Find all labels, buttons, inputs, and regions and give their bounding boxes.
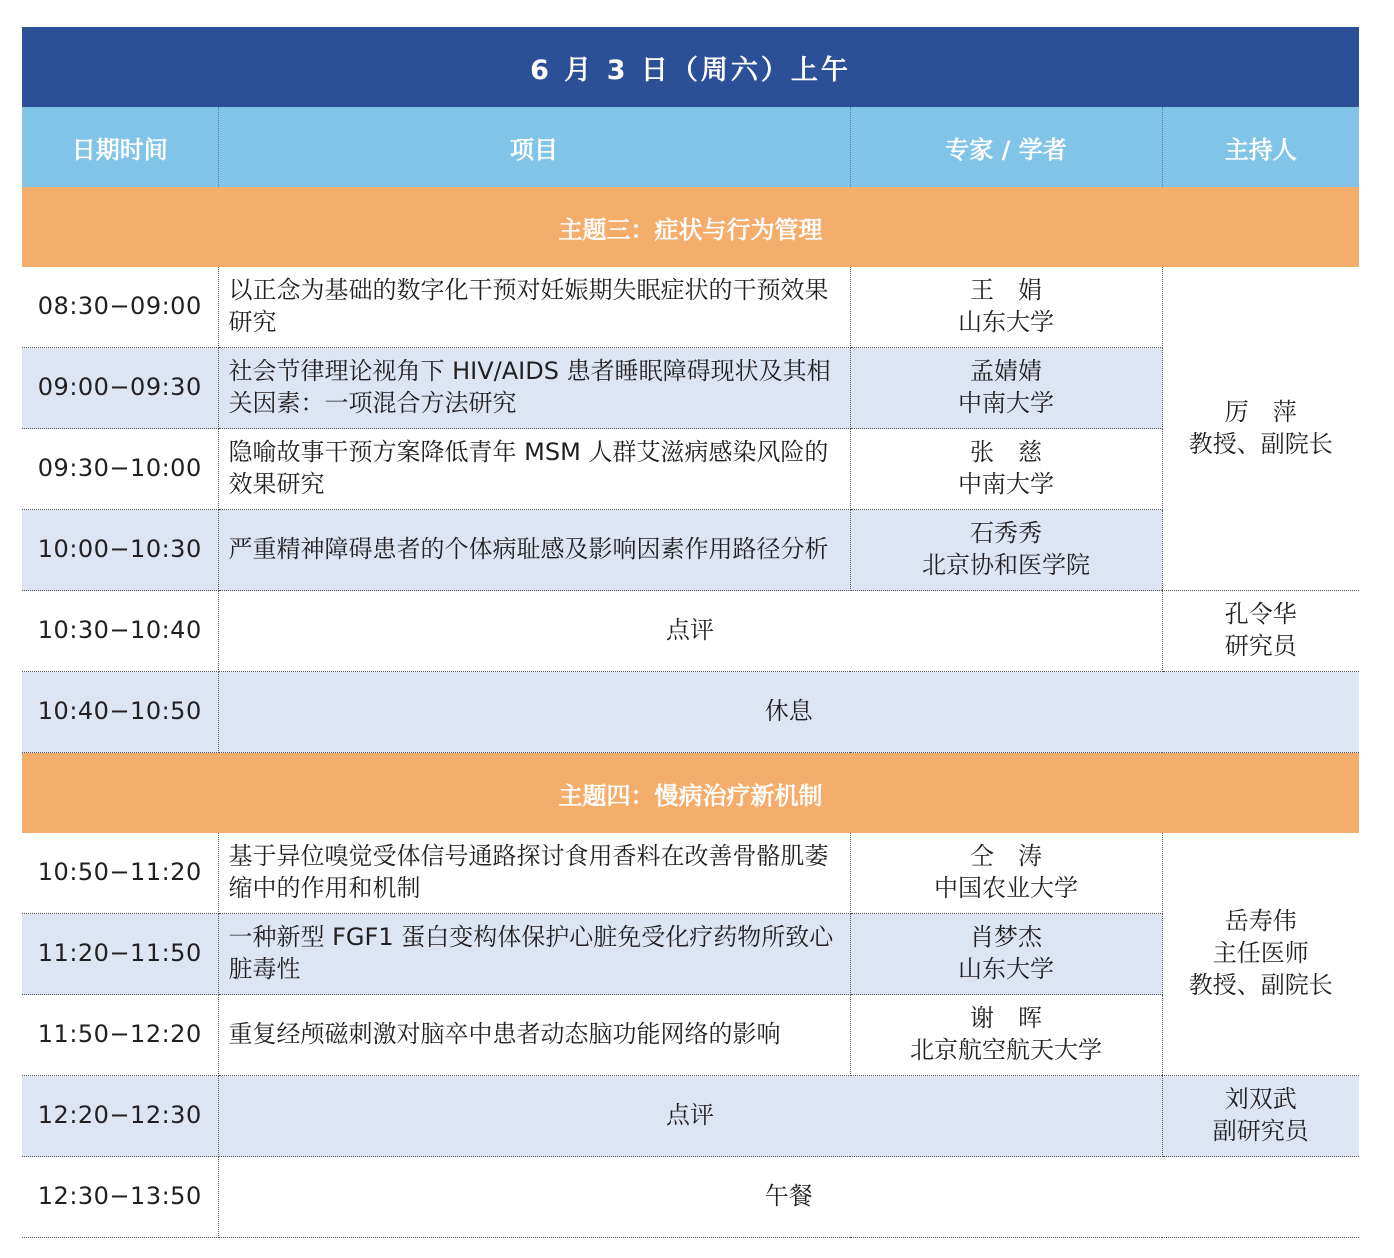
expert-name: 张 慈	[970, 438, 1042, 467]
review-row	[22, 1076, 1359, 1157]
expert-org: 中国农业大学	[934, 874, 1078, 902]
topic-cell: 隐喻故事干预方案降低青年 MSM 人群艾滋病感染风险的效果研究	[218, 429, 850, 510]
host-title: 研究员	[1224, 632, 1297, 660]
time-cell: 12:30−13:50	[22, 1157, 218, 1238]
table-row	[22, 995, 1359, 1076]
expert-cell	[850, 833, 1162, 914]
expert-name: 孟婧婧	[970, 357, 1042, 386]
theme4-label: 主题四：慢病治疗新机制	[22, 753, 1359, 834]
lunch-label: 午餐	[218, 1157, 1359, 1238]
topic-cell: 一种新型 FGF1 蛋白变构体保护心脏免受化疗药物所致心脏毒性	[218, 914, 850, 995]
host-title: 教授、副院长	[1188, 970, 1333, 999]
schedule-table	[22, 27, 1359, 1238]
review-label: 点评	[218, 1076, 1162, 1157]
time-cell: 10:50−11:20	[22, 833, 218, 914]
time-cell: 09:30−10:00	[22, 429, 218, 510]
time-cell: 11:50−12:20	[22, 995, 218, 1076]
expert-cell	[850, 914, 1162, 995]
topic-cell: 社会节律理论视角下 HIV/AIDS 患者睡眠障碍现状及其相关因素：一项混合方法研究	[218, 348, 850, 429]
host-cell	[1162, 833, 1359, 1076]
header-host: 主持人	[1162, 107, 1359, 187]
expert-org: 中南大学	[958, 389, 1054, 417]
expert-org: 山东大学	[958, 308, 1054, 336]
time-cell: 10:30−10:40	[22, 591, 218, 672]
expert-name: 谢 晖	[970, 1004, 1042, 1033]
topic-cell: 以正念为基础的数字化干预对妊娠期失眠症状的干预效果研究	[218, 267, 850, 348]
expert-org: 山东大学	[958, 955, 1054, 983]
time-cell: 09:00−09:30	[22, 348, 218, 429]
header-row	[22, 107, 1359, 187]
theme3-label: 主题三：症状与行为管理	[22, 187, 1359, 267]
review-row	[22, 591, 1359, 672]
header-time: 日期时间	[22, 107, 218, 187]
header-item: 项目	[218, 107, 850, 187]
expert-name: 肖梦杰	[970, 923, 1042, 952]
expert-org: 北京协和医学院	[922, 551, 1090, 579]
schedule-title: 6 月 3 日（周六）上午	[22, 27, 1359, 107]
host-title: 主任医师	[1212, 939, 1309, 968]
header-expert: 专家 / 学者	[850, 107, 1162, 187]
table-row	[22, 429, 1359, 510]
host-cell	[1162, 267, 1359, 591]
host-title: 教授、副院长	[1188, 429, 1333, 458]
time-cell: 10:00−10:30	[22, 510, 218, 591]
lunch-row	[22, 1157, 1359, 1238]
expert-org: 中南大学	[958, 470, 1054, 498]
table-row	[22, 348, 1359, 429]
table-row	[22, 267, 1359, 348]
break-label: 休息	[218, 672, 1359, 753]
time-cell: 10:40−10:50	[22, 672, 218, 753]
expert-name: 王 娟	[970, 276, 1042, 305]
host-name: 刘双武	[1224, 1085, 1297, 1114]
break-row	[22, 672, 1359, 753]
topic-cell: 基于异位嗅觉受体信号通路探讨食用香料在改善骨骼肌萎缩中的作用和机制	[218, 833, 850, 914]
schedule	[22, 27, 1359, 1238]
host-title: 副研究员	[1212, 1117, 1309, 1145]
time-cell: 11:20−11:50	[22, 914, 218, 995]
expert-cell	[850, 267, 1162, 348]
expert-cell	[850, 348, 1162, 429]
expert-cell	[850, 995, 1162, 1076]
table-row	[22, 833, 1359, 914]
time-cell: 08:30−09:00	[22, 267, 218, 348]
expert-cell	[850, 429, 1162, 510]
table-row	[22, 510, 1359, 591]
host-cell	[1162, 591, 1359, 672]
theme3-row	[22, 187, 1359, 267]
table-row	[22, 914, 1359, 995]
host-cell	[1162, 1076, 1359, 1157]
topic-cell: 严重精神障碍患者的个体病耻感及影响因素作用路径分析	[218, 510, 850, 591]
review-label: 点评	[218, 591, 1162, 672]
expert-name: 石秀秀	[970, 519, 1042, 548]
host-name: 孔令华	[1224, 600, 1297, 629]
host-name: 岳寿伟	[1224, 907, 1297, 936]
theme4-row	[22, 753, 1359, 834]
host-name: 厉 萍	[1224, 397, 1297, 426]
expert-org: 北京航空航天大学	[910, 1036, 1102, 1064]
topic-cell: 重复经颅磁刺激对脑卒中患者动态脑功能网络的影响	[218, 995, 850, 1076]
title-row	[22, 27, 1359, 107]
expert-cell	[850, 510, 1162, 591]
time-cell: 12:20−12:30	[22, 1076, 218, 1157]
expert-name: 仝 涛	[970, 842, 1042, 871]
